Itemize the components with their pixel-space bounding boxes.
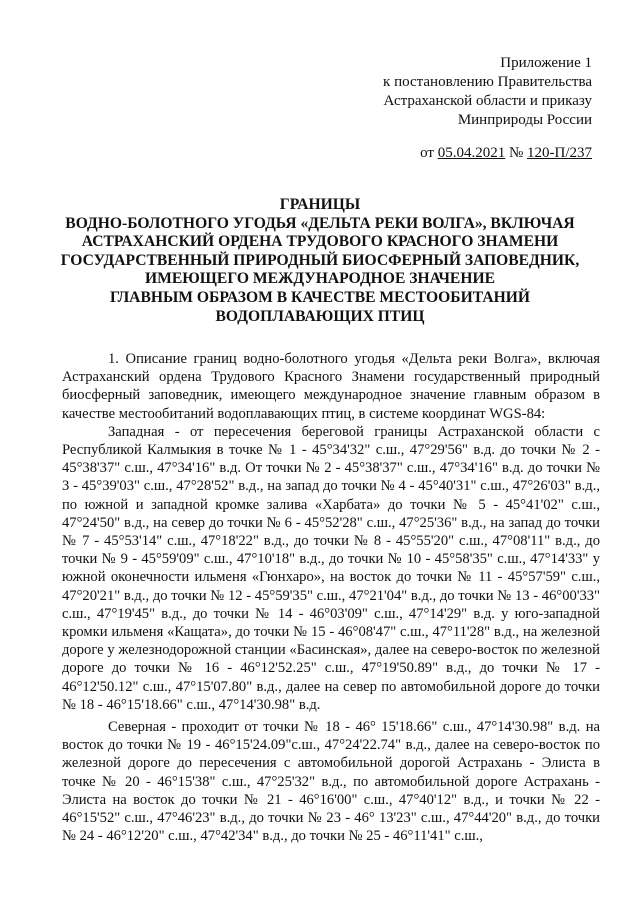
- document-body: [62, 350, 600, 845]
- order-number: 120-П/237: [527, 145, 592, 161]
- title-line-4: ГОСУДАРСТВЕННЫЙ ПРИРОДНЫЙ БИОСФЕРНЫЙ ЗАПОВЕДНИК,: [60, 251, 580, 269]
- title-line-7: ВОДОПЛАВАЮЩИХ ПТИЦ: [215, 307, 425, 325]
- appendix-line-4: Минприроды России: [457, 112, 592, 128]
- document-title: [40, 196, 600, 326]
- appendix-line-1: Приложение 1: [500, 55, 592, 71]
- appendix-line-3: Астраханской области и приказу: [383, 93, 592, 109]
- appendix-block: [383, 54, 592, 130]
- title-line-5: ИМЕЮЩЕГО МЕЖДУНАРОДНОЕ ЗНАЧЕНИЕ: [144, 270, 495, 288]
- order-number-sign: №: [508, 145, 524, 161]
- order-reference: [420, 144, 592, 163]
- paragraph-description: 1. Описание границ водно-болотного угодья «Дельта реки Волга», включая Астраханский ордена Трудового Красного Знамени государственный природный биосферный заповедник, имеющего международное значение главным образом в качестве местообитаний водоплавающих птиц, в системе координат WGS-84:: [62, 351, 600, 422]
- title-line-1: ГРАНИЦЫ: [279, 196, 361, 213]
- title-line-6: ГЛАВНЫМ ОБРАЗОМ В КАЧЕСТВЕ МЕСТООБИТАНИЙ: [110, 288, 530, 306]
- order-date: 05.04.2021: [437, 145, 506, 161]
- paragraph-western-border: Западная - от пересечения береговой границы Астраханской области с Республикой Калмыкия в точке № 1 - 45°34'32" с.ш., 47°29'56" в.д. до точки № 2 - 45°38'37" с.ш., 47°34'16" в.д. От точки № 2 - 45°38'37" с.ш., 47°34'16" в.д. до точки № 3 - 45°39'03" с.ш., 47°28'52" в.д., на запад до точки № 4 - 45°40'31" с.ш., 47°26'03" в.д., по южной и западной кромке залива «Харбата» до точки № 5 - 45°41'02" с.ш., 47°24'50" в.д., на север до точки № 6 - 45°52'28" с.ш., 47°25'36" в.д., на запад до точки № 7 - 45°53'14" с.ш., 47°18'22" в.д., до точки № 8 - 45°55'20" с.ш., 47°08'11" в.д., до точки № 9 - 45°59'09" с.ш., 47°10'18" в.д., до точки № 10 - 45°58'35" с.ш., 47°14'33" у южной оконечности ильменя «Гюнхаро», на восток до точки № 11 - 45°57'59" с.ш., 47°20'21" в.д., до точки № 12 - 45°59'35" с.ш., 47°21'04" в.д., до точки № 13 - 46°00'33" с.ш., 47°19'45" в.д., до точки № 14 - 46°03'09" с.ш., 47°14'29" в.д. у юго-западной кромки ильменя «Кащата», до точки № 15 - 46°08'47" с.ш., 47°11'28" в.д., на железной дороге у железнодорожной станции «Басинская», далее на северо-восток по железной дороге до точки № 16 - 46°12'52.25" с.ш., 47°19'50.89" в.д., до точки № 17 - 46°12'50.12" с.ш., 47°15'07.80" в.д., далее на север по автомобильной дороге до точки № 18 - 46°15'18.66" с.ш., 47°14'30.98" в.д.: [62, 423, 600, 713]
- title-line-2: ВОДНО-БОЛОТНОГО УГОДЬЯ «ДЕЛЬТА РЕКИ ВОЛГА», ВКЛЮЧАЯ: [65, 214, 575, 232]
- appendix-line-2: к постановлению Правительства: [383, 74, 592, 90]
- order-prefix: от: [420, 145, 434, 161]
- title-line-3: АСТРАХАНСКИЙ ОРДЕНА ТРУДОВОГО КРАСНОГО ЗНАМЕНИ: [81, 233, 559, 251]
- paragraph-northern-border: Северная - проходит от точки № 18 - 46° 15'18.66" с.ш., 47°14'30.98" в.д. на восток до точки № 19 - 46°15'24.09"с.ш., 47°24'22.74" в.д., далее на северо-восток по железной дороге до пересечения с автомобильной дорогой Астрахань - Элиста в точке № 20 - 46°15'38" с.ш., 47°25'32" в.д., по автомобильной дороге Астрахань - Элиста на восток до точки № 21 - 46°16'00" с.ш., 47°40'12" в.д., и точки № 22 - 46°15'52" с.ш., 47°46'23" в.д., до точки № 23 - 46° 13'23" с.ш., 47°44'20" в.д., до точки № 24 - 46°12'20" с.ш., 47°42'34" в.д., до точки № 25 - 46°11'41" с.ш.,: [62, 719, 600, 845]
